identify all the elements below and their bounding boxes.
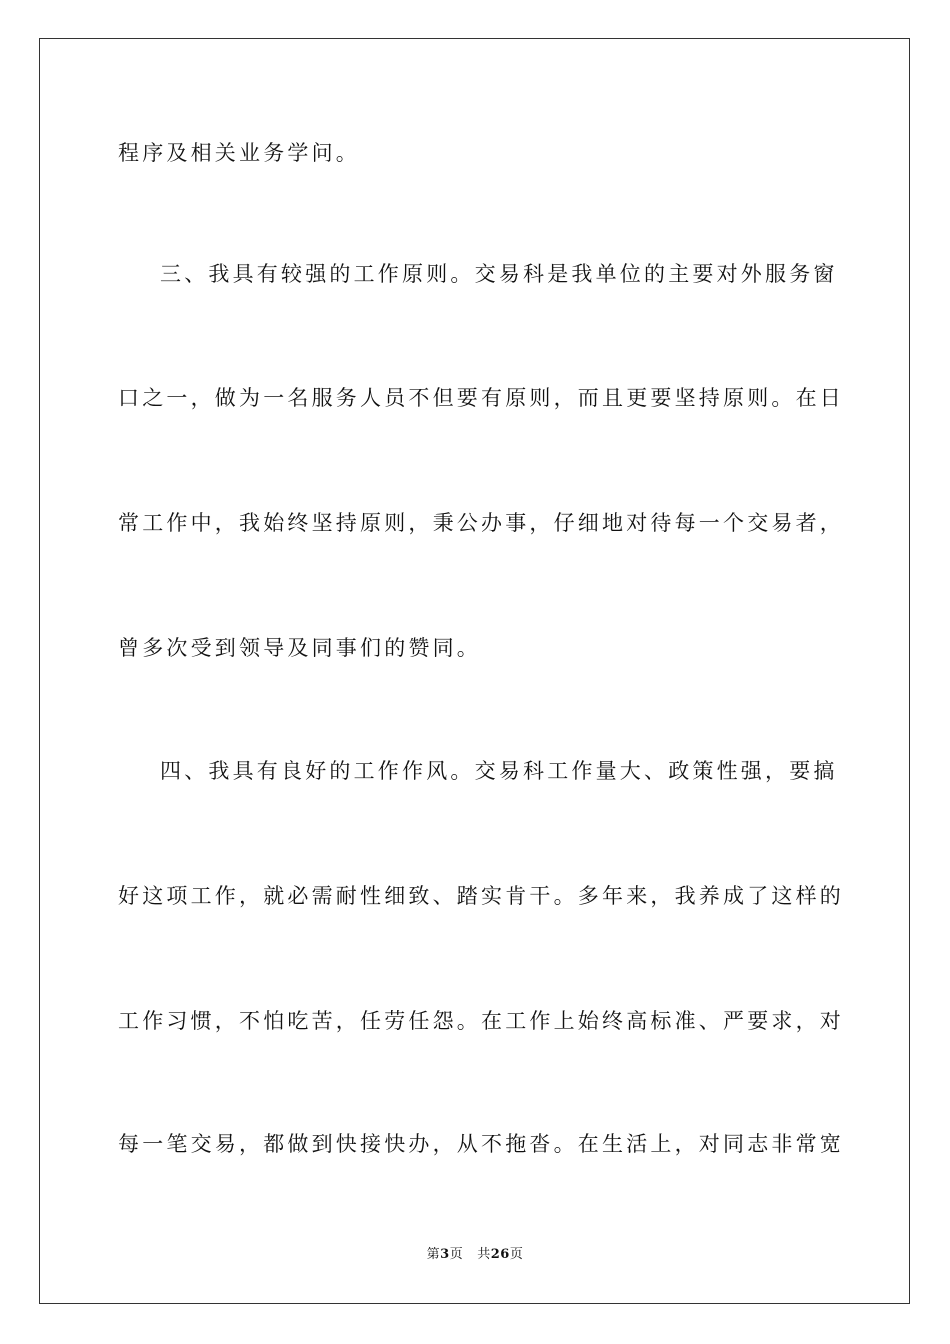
text-line: 四、我具有良好的工作作风。交易科工作量大、政策性强，要搞 <box>160 759 838 783</box>
page-frame <box>39 38 910 1304</box>
total-prefix: 共 <box>477 1247 491 1262</box>
text-line: 口之一，做为一名服务人员不但要有原则，而且更要坚持原则。在日 <box>118 386 844 410</box>
text-line: 三、我具有较强的工作原则。交易科是我单位的主要对外服务窗 <box>160 262 838 286</box>
total-pages: 26 <box>490 1247 510 1262</box>
text-line: 曾多次受到领导及同事们的赞同。 <box>118 636 481 660</box>
text-line: 工作习惯，不怕吃苦，任劳任怨。在工作上始终高标准、严要求，对 <box>118 1009 844 1033</box>
page-number: 3 <box>440 1247 450 1262</box>
text-line: 每一笔交易，都做到快接快办，从不拖沓。在生活上，对同志非常宽 <box>118 1132 844 1156</box>
page-suffix: 页 <box>449 1247 464 1262</box>
text-line: 程序及相关业务学问。 <box>118 141 360 165</box>
text-line: 常工作中，我始终坚持原则，秉公办事，仔细地对待每一个交易者， <box>118 511 844 535</box>
page-footer <box>0 1247 950 1263</box>
page-prefix: 第 <box>426 1247 441 1262</box>
text-line: 好这项工作，就必需耐性细致、踏实肯干。多年来，我养成了这样的 <box>118 884 844 908</box>
total-suffix: 页 <box>509 1247 524 1262</box>
